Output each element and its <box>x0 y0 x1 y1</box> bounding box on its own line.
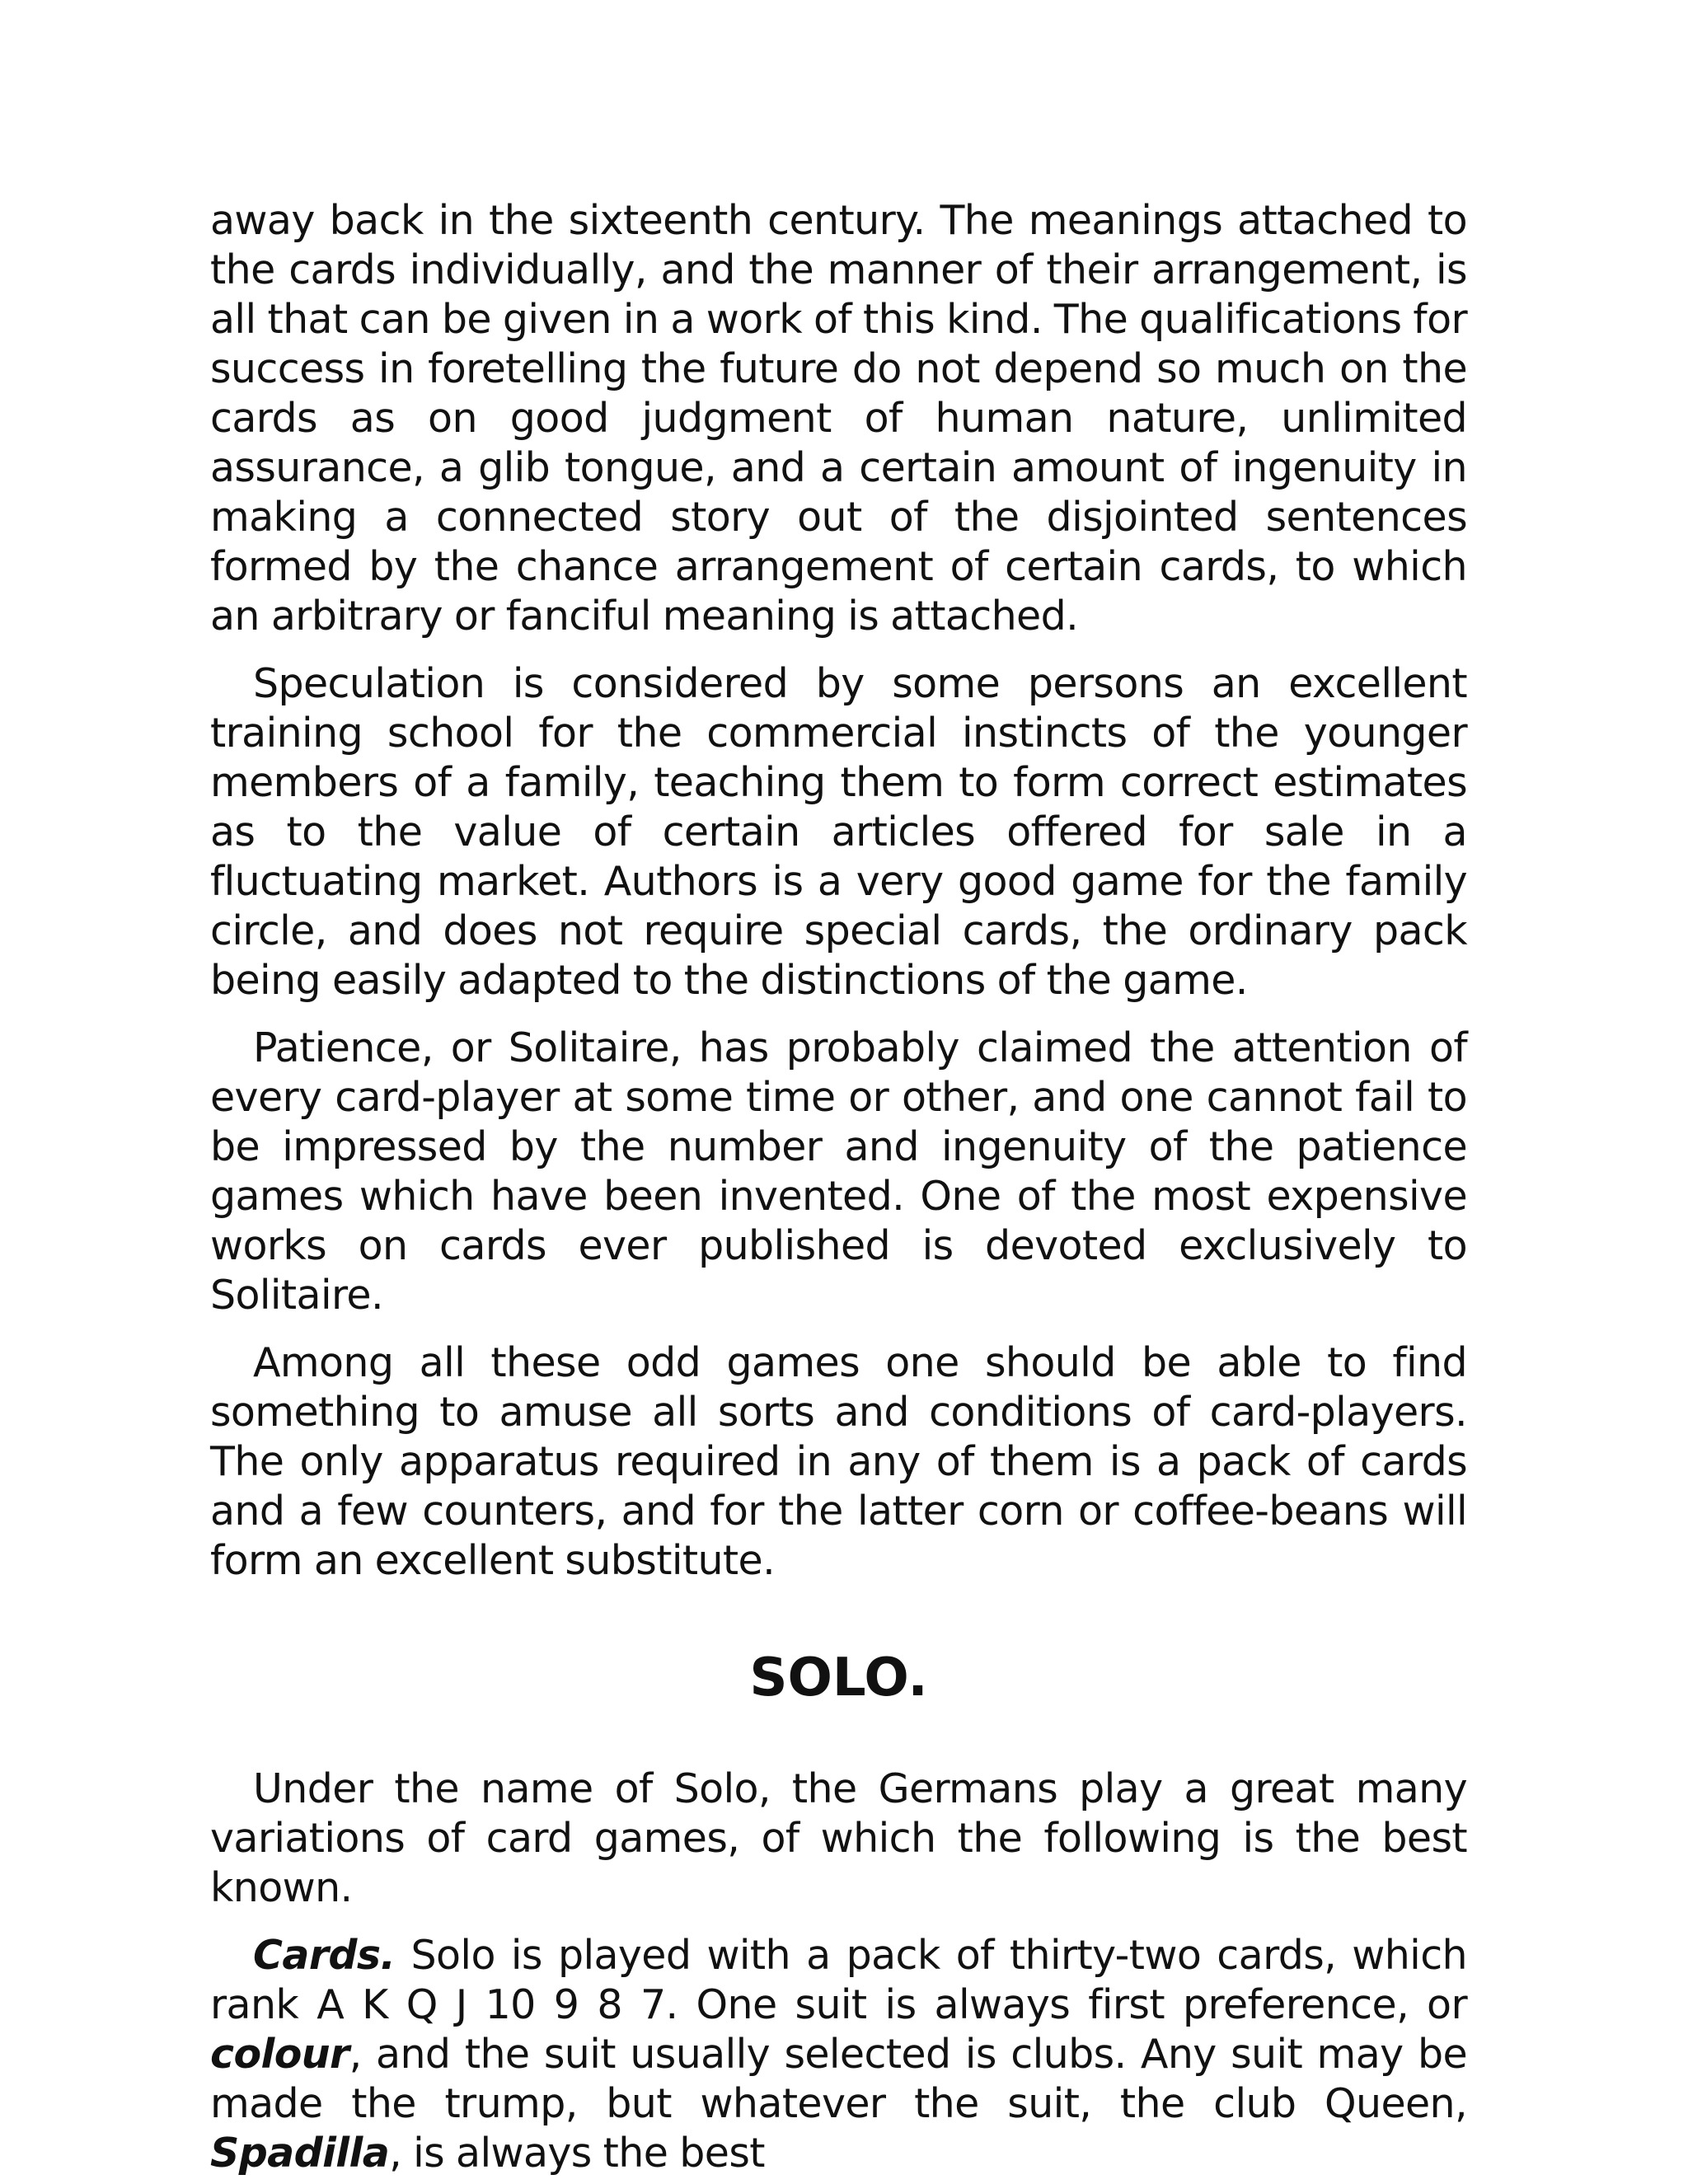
paragraph-speculation: Speculation is considered by some persons an excellent training school for the commercial instincts of the younger members of a family, teaching them to form correct estimates as to the value of certain articles offered for sale in a fluctuating market. Authors is a very good game for the family circle, and does not require special cards, the ordinary pack being easily adapted to the distinctions of the game. <box>210 660 1467 1004</box>
paragraph-odd-games: Among all these odd games one should be able to find something to amuse all sorts and conditions of card-players. The only apparatus required in any of them is a pack of cards and a few counters, and for the latter corn or coffee-beans will form an excellent substitute. <box>210 1339 1467 1584</box>
cards-text-part-1: Solo is played with a pack of thirty-two cards, which rank A K Q J 10 9 8 7. One suit is always first preference, or <box>210 1932 1467 2028</box>
cards-text-part-2: , and the suit usually selected is clubs. Any suit may be made the trump, but whatever the suit, the club Queen, <box>210 2031 1467 2127</box>
paragraph-solo-intro: Under the name of Solo, the Germans play a great many variations of card games, of which the following is the best known. <box>210 1765 1467 1911</box>
section-heading-solo: SOLO. <box>749 1647 928 1708</box>
term-cards: Cards. <box>253 1932 396 1979</box>
term-colour: colour <box>210 2031 349 2078</box>
term-spadilla: Spadilla <box>210 2130 390 2177</box>
page-body <box>210 196 1467 2178</box>
paragraph-solo-cards <box>210 1931 1467 2178</box>
paragraph-patience: Patience, or Solitaire, has probably claimed the attention of every card-player at some time or other, and one cannot fail to be impressed by the number and ingenuity of the patience games which have been invented. One of the most expensive works on cards ever published is devoted exclusively to Solitaire. <box>210 1024 1467 1319</box>
cards-text-part-3: , is always the best <box>389 2130 765 2177</box>
paragraph-fortune-telling: away back in the sixteenth century. The meanings attached to the cards individually, and the manner of their arrangement, is all that can be given in a work of this kind. The qualifications for success in foretelling the future do not depend so much on the cards as on good judgment of human nature, unlimited assurance, a glib tongue, and a certain amount of ingenuity in making a connected story out of the disjointed sentences formed by the chance arrangement of certain cards, to which an arbitrary or fanciful meaning is attached. <box>210 197 1467 640</box>
